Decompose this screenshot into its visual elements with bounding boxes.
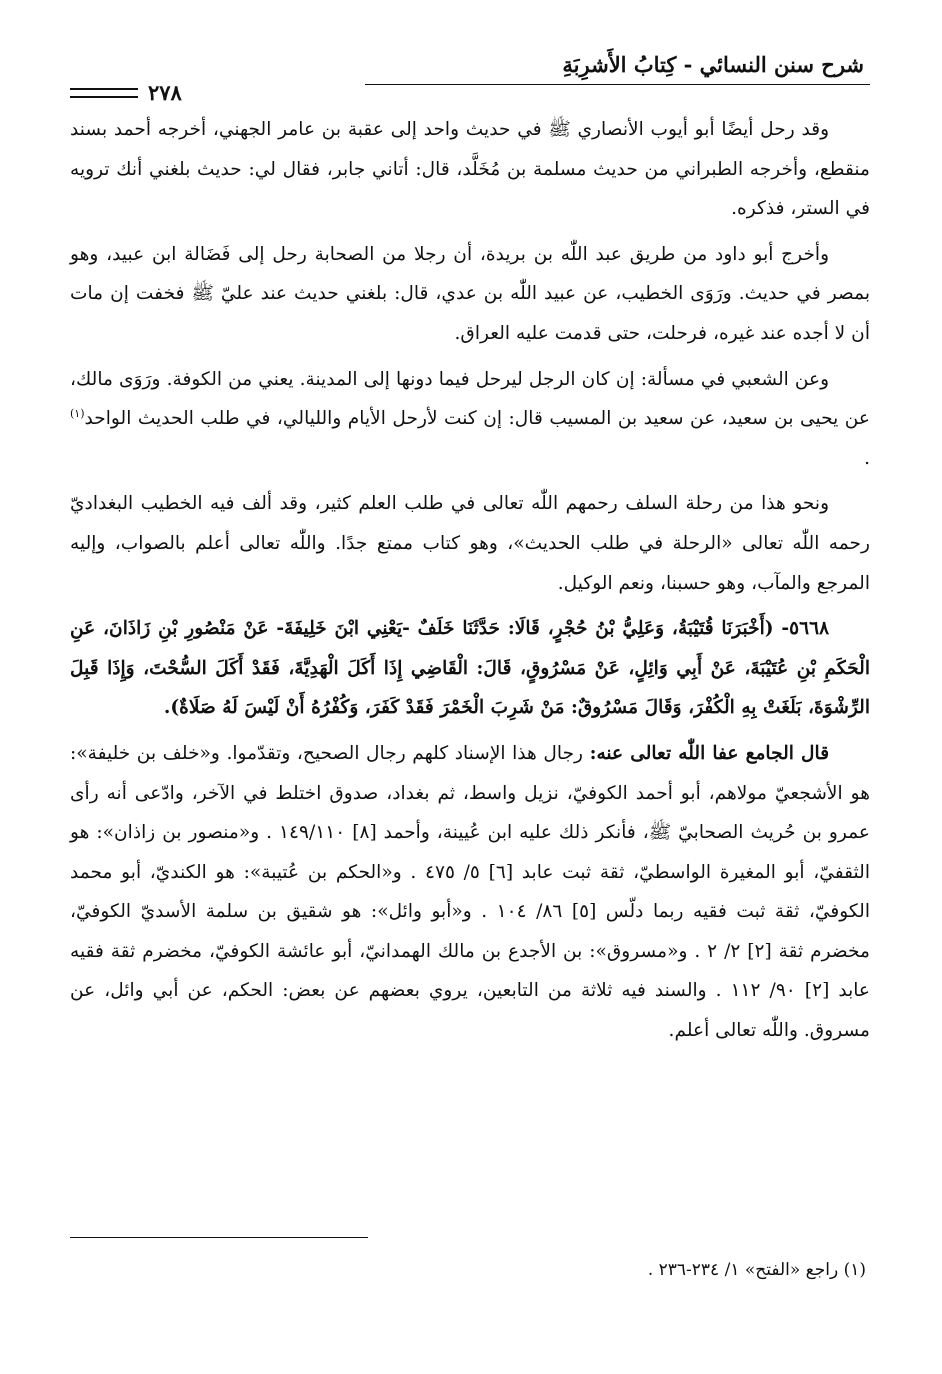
- paragraph-text-end: .: [864, 447, 870, 469]
- footnote-separator: [70, 1237, 368, 1238]
- footnote: (١) راجع «الفتح» ١/ ٢٣٤-٢٣٦ .: [647, 1260, 866, 1280]
- commentary-lead: قال الجامع عفا اللّٰه تعالى عنه:: [589, 742, 830, 764]
- page-number: ٢٧٨: [148, 80, 182, 105]
- page-number-rule-bottom: [70, 96, 138, 98]
- hadith-text: ٥٦٦٨- (أَخْبَرَنَا قُتَيْبَةُ، وَعَلِيُّ بْنُ حُجْرٍ، قَالَا: حَدَّثَنَا خَلَفٌ -يَعْنِي ابْنَ خَلِيفَةَ- عَنْ مَنْصُورِ بْنِ زَاذَانَ، عَنِ الْحَكَمِ بْنِ عُتَيْبَةَ، عَنْ أَبِي وَائِلٍ، عَنْ مَسْرُوقٍ، قَالَ: الْقَاضِي إِذَا أَكَلَ الْهَدِيَّةَ، فَقَدْ أَكَلَ السُّحْتَ، وَإِذَا قَبِلَ الرِّشْوَةَ، بَلَغَتْ بِهِ الْكُفْرَ، وَقَالَ مَسْرُوقٌ: مَنْ شَرِبَ الْخَمْرَ فَقَدْ كَفَرَ، وَكُفْرُهُ أَنْ لَيْسَ لَهُ صَلَاةٌ).: [70, 618, 870, 719]
- paragraph: وقد رحل أيضًا أبو أيوب الأنصاري ﷺ في حديث واحد إلى عقبة بن عامر الجهني، أخرجه أحمد بسند منقطع، وأخرجه الطبراني من حديث مسلمة بن مُخَلَّد، قال: أتاني جابر، فقال لي: حديث بلغني أنك ترويه في الستر، فذكره.: [70, 119, 870, 220]
- page-number-rule-top: [70, 88, 138, 90]
- paragraph: [70, 360, 870, 479]
- paragraph: وأخرج أبو داود من طريق عبد اللّٰه بن بريدة، أن رجلا من الصحابة رحل إلى فَضَالة ابن عبيد، وهو بمصر في حديث. ورَوَى الخطيب، عن عبيد اللّٰه بن عدي، قال: بلغني حديث عند عليّ ﷺ فخفت إن مات أن لا أجده عند غيره، فرحلت، حتى قدمت عليه العراق.: [70, 243, 870, 344]
- commentary-text: رجال هذا الإسناد كلهم رجال الصحيح، وتقدّموا. و«خلف بن خليفة»: هو الأشجعيّ مولاهم، أبو أحمد الكوفيّ، نزيل واسط، ثم بغداد، صدوق اختلط في الآخر، وادّعى أنه رأى عمرو بن حُريث الصحابيّ ﷺ، فأنكر ذلك عليه ابن عُيينة، وأحمد [٨] ١٤٩/١١٠ . و«منصور بن زاذان»: هو الثقفيّ، أبو المغيرة الواسطيّ، ثقة ثبت عابد [٦] ٥/ ٤٧٥ . و«الحكم بن عُتيبة»: هو الكنديّ، أبو محمد الكوفيّ، ثقة ثبت فقيه ربما دلّس [٥] ٨٦/ ١٠٤ . و«أبو وائل»: هو شقيق بن سلمة الأسديّ الكوفيّ، مخضرم ثقة [٢] ٢/ ٢ . و«مسروق»: بن الأجدع بن مالك الهمدانيّ، أبو عائشة الكوفيّ، مخضرم ثقة فقيه عابد [٢] ٩٠/ ١١٢ . والسند فيه ثلاثة من التابعين، يروي بعضهم عن بعض: الحكم، عن أبي وائل، عن مسروق. واللّٰه تعالى أعلم.: [70, 742, 871, 1042]
- body-text: [70, 110, 870, 1051]
- footnote-reference: (١): [70, 406, 85, 420]
- paragraph-text: وعن الشعبي في مسألة: إن كان الرجل ليرحل فيما دونها إلى المدينة. يعني من الكوفة. ورَوَى مالك، عن يحيى بن سعيد، عن سعيد بن المسيب قال: إن كنت لأرحل الأيام والليالي، في طلب الحديث الواحد: [70, 368, 870, 430]
- commentary: [70, 734, 870, 1051]
- paragraph: ونحو هذا من رحلة السلف رحمهم اللّٰه تعالى في طلب العلم كثير، وقد ألف فيه الخطيب البغداديّ رحمه اللّٰه تعالى «الرحلة في طلب الحديث»، وهو كتاب ممتع جدًا. واللّٰه تعالى أعلم بالصواب، وإليه المرجع والمآب، وهو حسبنا، ونعم الوكيل.: [70, 493, 870, 594]
- page-header: [70, 40, 870, 105]
- running-title: شرح سنن النسائي - كِتابُ الأَشرِبَةِ: [562, 52, 864, 77]
- book-page: [70, 40, 870, 1340]
- title-underline: [365, 84, 870, 85]
